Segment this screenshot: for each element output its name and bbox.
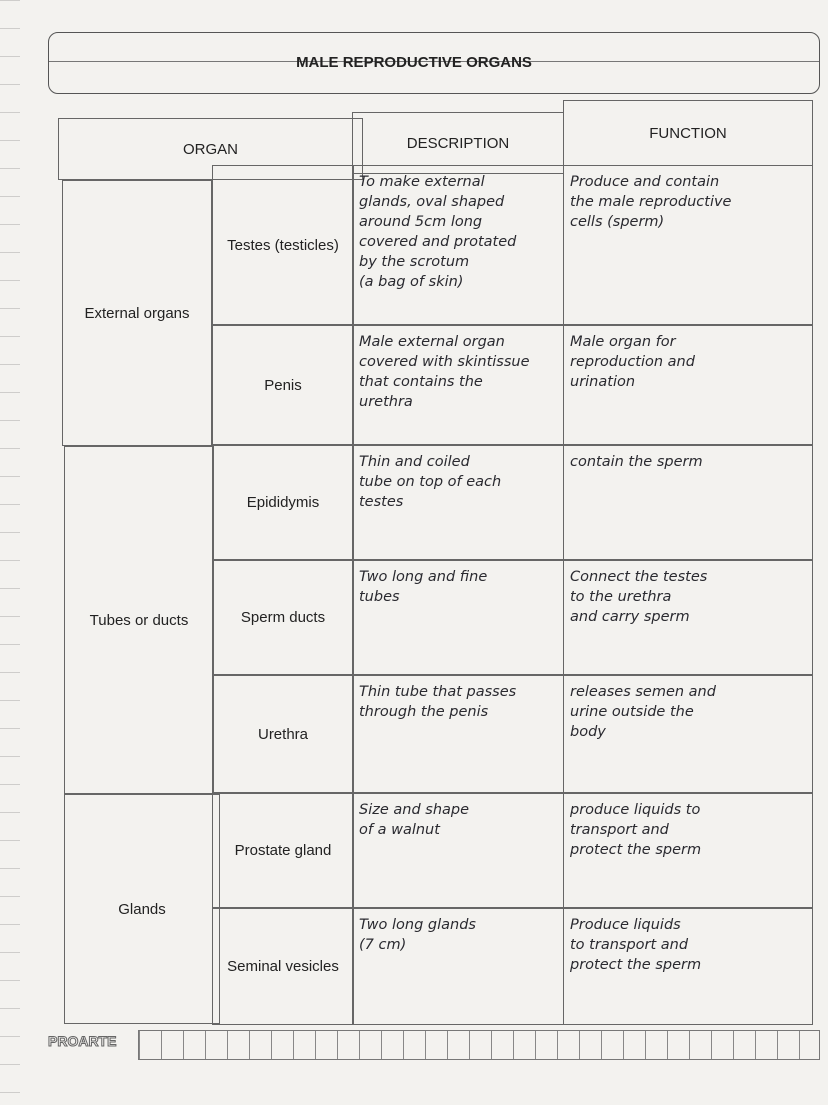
page-title: MALE REPRODUCTIVE ORGANS (296, 54, 532, 71)
organ-description: Size and shape of a walnut (352, 793, 564, 908)
group-tubes-ducts: Tubes or ducts (64, 446, 214, 794)
organ-name: Sperm ducts (212, 560, 354, 675)
organ-function: Male organ for reproduction and urination (563, 325, 813, 445)
organ-name: Prostate gland (212, 793, 354, 908)
margin-grid (0, 0, 20, 1105)
group-external-organs: External organs (62, 180, 212, 446)
header-function: FUNCTION (563, 100, 813, 166)
organ-description: Thin and coiled tube on top of each testes (352, 445, 564, 560)
group-glands: Glands (64, 794, 220, 1024)
organ-function: Produce and contain the male reproductive cells (sperm) (563, 165, 813, 325)
organ-name: Penis (212, 325, 354, 445)
organ-description: Male external organ covered with skintissue that contains the urethra (352, 325, 564, 445)
organ-name: Epididymis (212, 445, 354, 560)
organ-description: To make external glands, oval shaped around 5cm long covered and protated by the scrotum (a bag of skin) (352, 165, 564, 325)
header-organ: ORGAN (58, 118, 363, 180)
organ-description: Thin tube that passes through the penis (352, 675, 564, 793)
organ-name: Seminal vesicles (212, 908, 354, 1025)
organ-function: Connect the testes to the urethra and carry sperm (563, 560, 813, 675)
organ-description: Two long glands (7 cm) (352, 908, 564, 1025)
header-description: DESCRIPTION (352, 112, 564, 174)
organ-function: Produce liquids to transport and protect the sperm (563, 908, 813, 1025)
organ-function: contain the sperm (563, 445, 813, 560)
organ-description: Two long and fine tubes (352, 560, 564, 675)
organ-name: Testes (testicles) (212, 165, 354, 325)
organ-name: Urethra (212, 675, 354, 793)
footer-grid (138, 1030, 820, 1060)
organ-function: releases semen and urine outside the body (563, 675, 813, 793)
proarte-logo: PROARTE (48, 1033, 117, 1049)
organ-function: produce liquids to transport and protect the sperm (563, 793, 813, 908)
